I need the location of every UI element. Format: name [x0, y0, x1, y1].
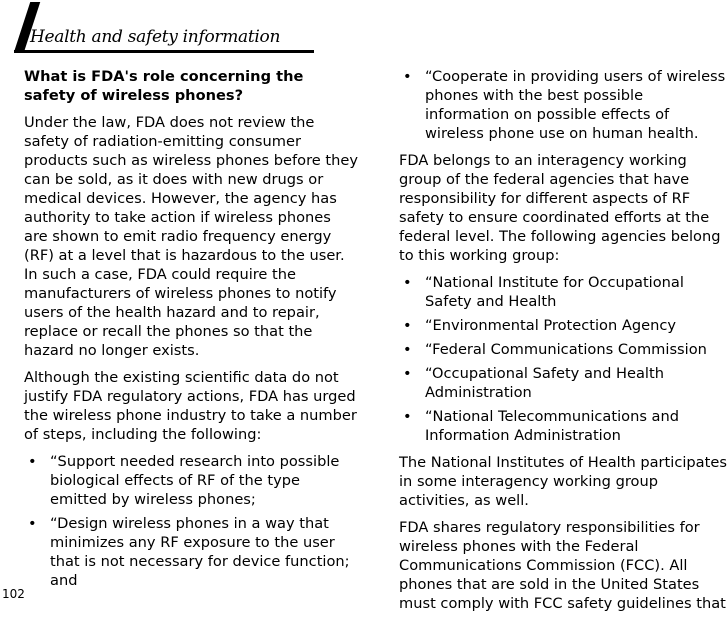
right-column [399, 67, 728, 621]
list-item [399, 67, 728, 143]
section-title: Health and safety information [30, 27, 281, 47]
bullet-icon: • [403, 365, 412, 382]
list-item [399, 340, 728, 359]
bullet-icon: • [403, 274, 412, 291]
list-item [399, 273, 728, 311]
bullet-icon: • [28, 453, 37, 470]
left-column [24, 67, 359, 598]
list-item [399, 407, 728, 445]
bullet-icon: • [403, 341, 412, 358]
list-item [24, 452, 359, 509]
list-item [24, 514, 359, 590]
paragraph: The National Institutes of Health participates in some interagency working group activities, as well. [399, 454, 727, 509]
list-item-text: “Design wireless phones in a way that minimizes any RF exposure to the user that is not necessary for device function; and [50, 515, 350, 589]
paragraph: FDA belongs to an interagency working group of the federal agencies that have responsibility for different aspects of RF safety to ensure coordinated efforts at the federal level. The following agencies belong to this working group: [399, 152, 721, 264]
list-item-text: “National Institute for Occupational Safety and Health [425, 274, 684, 310]
list-item-text: “National Telecommunications and Information Administration [425, 408, 680, 444]
list-item-text: “Cooperate in providing users of wireless phones with the best possible information on possible effects of wireless phone use on human health. [425, 68, 726, 142]
page-number: 102 [2, 587, 25, 601]
bullet-icon: • [28, 515, 37, 532]
steps-list-continued [399, 67, 728, 143]
bullet-icon: • [403, 317, 412, 334]
bullet-icon: • [403, 68, 412, 85]
paragraph: Although the existing scientific data do not justify FDA regulatory actions, FDA has urged the wireless phone industry to take a number of steps, including the following: [24, 369, 357, 443]
list-item [399, 364, 728, 402]
header-rule [14, 50, 314, 53]
bullet-icon: • [403, 408, 412, 425]
agencies-list [399, 273, 728, 445]
paragraph: Under the law, FDA does not review the safety of radiation-emitting consumer products such as wireless phones before they can be sold, as it does with new drugs or medical devices. However, the agency has authority to take action if wireless phones are shown to emit radio frequency energy (RF) at a level that is hazardous to the user. In such a case, FDA could require the manufacturers of wireless phones to notify users of the health hazard and to repair, replace or recall the phones so that the hazard no longer exists. [24, 114, 358, 359]
list-item-text: “Environmental Protection Agency [425, 317, 676, 334]
list-item-text: “Federal Communications Commission [425, 341, 707, 358]
question-heading: What is FDA's role concerning the safety of wireless phones? [24, 68, 304, 104]
paragraph: FDA shares regulatory responsibilities for wireless phones with the Federal Communications Commission (FCC). All phones that are sold in the United States must comply with FCC safety guidelines that [399, 519, 726, 612]
list-item-text: “Occupational Safety and Health Administration [425, 365, 664, 401]
steps-list [24, 452, 359, 590]
list-item-text: “Support needed research into possible biological effects of RF of the type emitted by wireless phones; [50, 453, 340, 508]
list-item [399, 316, 728, 335]
